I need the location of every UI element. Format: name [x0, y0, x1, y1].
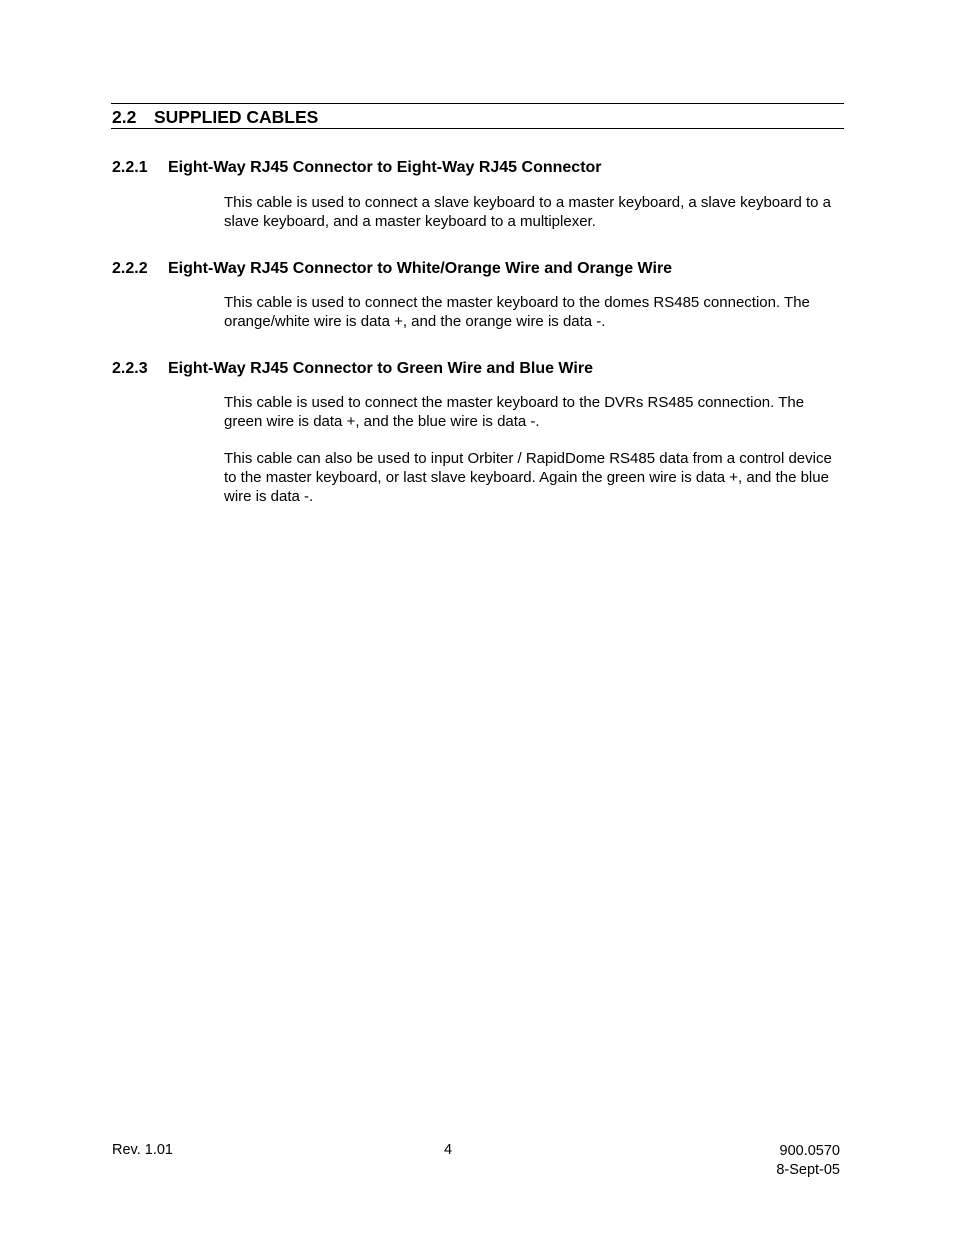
subsection-number: 2.2.3 — [112, 360, 148, 377]
paragraph: This cable is used to connect the master keyboard to the domes RS485 connection. The orange/white wire is data +, and the orange wire is data -. — [224, 294, 810, 330]
subsection-title: Eight-Way RJ45 Connector to Eight-Way RJ45 Connector — [168, 159, 602, 176]
paragraph: This cable can also be used to input Orbiter / RapidDome RS485 data from a control device to the master keyboard, or last slave keyboard. Again the green wire is data +, and the blue wire is data -. — [224, 450, 832, 505]
footer-doc-info — [776, 1142, 840, 1180]
subsection-title: Eight-Way RJ45 Connector to Green Wire and Blue Wire — [168, 360, 593, 377]
subsection-number: 2.2.2 — [112, 260, 148, 277]
footer-revision: Rev. 1.01 — [112, 1142, 173, 1158]
subsection-number: 2.2.1 — [112, 159, 148, 176]
paragraph: This cable is used to connect a slave keyboard to a master keyboard, a slave keyboard to a slave keyboard, and a master keyboard to a multiplexer. — [224, 194, 832, 230]
section-title: SUPPLIED CABLES — [154, 107, 319, 127]
section-number: 2.2 — [112, 107, 137, 127]
footer-date: 8-Sept-05 — [776, 1162, 840, 1178]
section-heading — [111, 103, 844, 129]
footer-doc-number: 900.0570 — [779, 1143, 840, 1159]
paragraph: This cable is used to connect the master keyboard to the DVRs RS485 connection. The green wire is data +, and the blue wire is data -. — [224, 394, 805, 430]
subsection-title: Eight-Way RJ45 Connector to White/Orange Wire and Orange Wire — [168, 260, 673, 277]
footer-page-number: 4 — [444, 1142, 453, 1158]
